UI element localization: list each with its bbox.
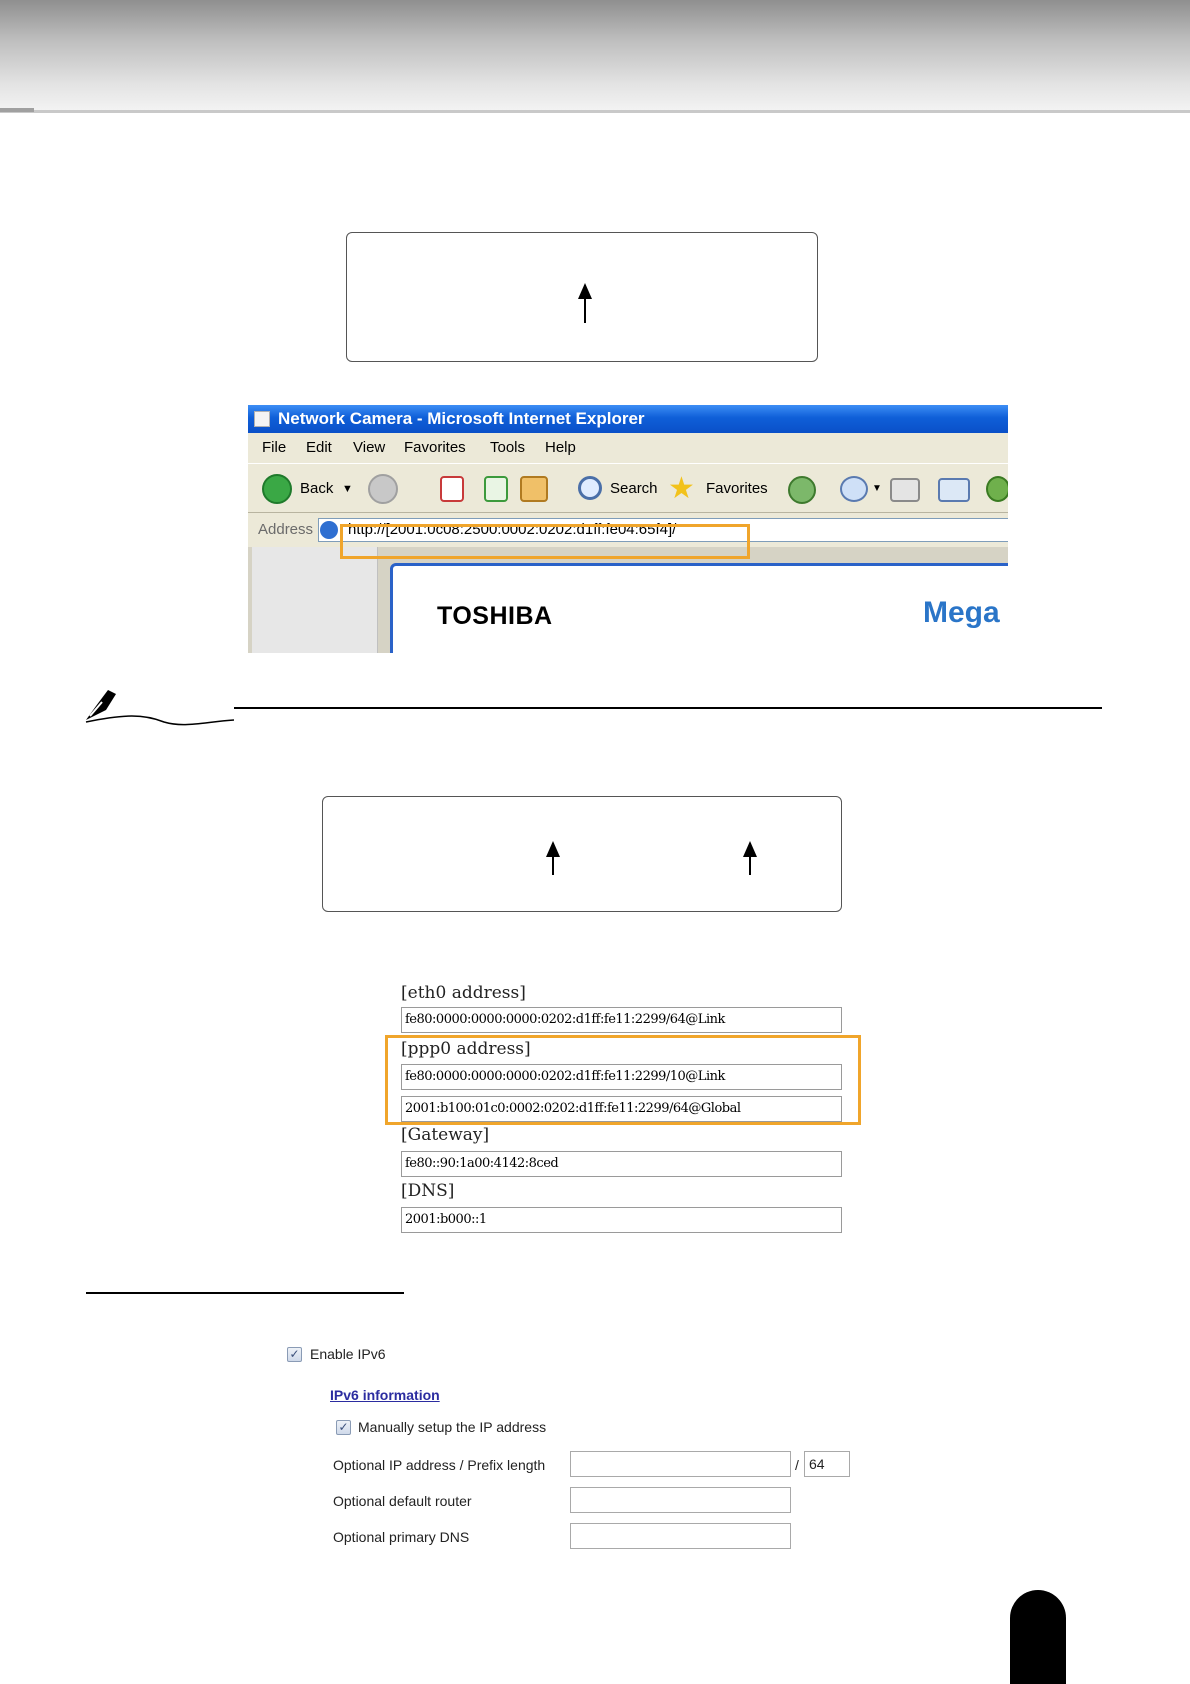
home-icon[interactable]: [520, 476, 548, 502]
brand-partial: Mega: [923, 596, 1000, 629]
media-icon[interactable]: [788, 476, 816, 504]
ie-left-pane: [252, 547, 378, 653]
enable-ipv6-label: Enable IPv6: [310, 1346, 386, 1362]
address-label: Address: [258, 521, 314, 538]
url-format-arrow: [584, 285, 586, 323]
mail-icon[interactable]: [840, 476, 868, 502]
search-button[interactable]: Search: [610, 480, 658, 497]
ie-page-icon: [320, 521, 338, 539]
menu-edit[interactable]: Edit: [306, 439, 332, 456]
eth0-label: [eth0 address]: [401, 983, 526, 1003]
ppp0-label: [ppp0 address]: [401, 1039, 531, 1059]
dns-value: 2001:b000::1: [401, 1207, 842, 1233]
page-icon: [254, 411, 270, 427]
format-arrow-left: [552, 843, 554, 875]
stop-icon[interactable]: [440, 476, 464, 502]
print-icon[interactable]: [890, 478, 920, 502]
page-number-tab: [1010, 1590, 1066, 1684]
camera-page: [390, 563, 1008, 653]
default-router-label: Optional default router: [333, 1493, 472, 1509]
link-local-format-box: [322, 796, 842, 912]
address-url[interactable]: http://[2001:0c08:2500:0002:0202:d1ff:fe04:65f4]/: [348, 521, 677, 538]
ie-title-bar: [248, 405, 1008, 433]
menu-view[interactable]: View: [353, 439, 386, 456]
url-highlight-box: [340, 524, 750, 559]
manual-setup-checkbox[interactable]: ✓: [336, 1420, 351, 1435]
favorites-star-icon[interactable]: ★: [668, 472, 695, 505]
refresh-icon[interactable]: [484, 476, 508, 502]
back-dropdown-icon[interactable]: ▼: [342, 483, 353, 495]
ie-menu-bar: [248, 433, 1008, 463]
gateway-value: fe80::90:1a00:4142:8ced: [401, 1151, 842, 1177]
messenger-icon[interactable]: [986, 476, 1008, 502]
default-router-input[interactable]: [570, 1487, 791, 1513]
mail-dropdown-icon[interactable]: ▼: [872, 483, 882, 494]
menu-help[interactable]: Help: [545, 439, 576, 456]
menu-file[interactable]: File: [262, 439, 287, 456]
eth0-value: fe80:0000:0000:0000:0202:d1ff:fe11:2299/64@Link: [401, 1007, 842, 1033]
prefix-slash: /: [795, 1457, 799, 1473]
ip-prefix-label: Optional IP address / Prefix length: [333, 1457, 546, 1473]
menu-tools[interactable]: Tools: [490, 439, 526, 456]
section-underline: [86, 1292, 404, 1294]
prefix-length-input[interactable]: 64: [804, 1451, 850, 1477]
menu-favorites[interactable]: Favorites: [404, 439, 466, 456]
back-button[interactable]: Back: [300, 480, 334, 497]
ipv6-information-link[interactable]: IPv6 information: [330, 1387, 440, 1403]
ppp0-highlight-box: [385, 1035, 861, 1125]
favorites-button[interactable]: Favorites: [706, 480, 768, 497]
note-flourish: [84, 688, 234, 728]
header-notch: [0, 108, 34, 112]
forward-arrow-icon[interactable]: [368, 474, 398, 504]
header-band: [0, 0, 1190, 112]
enable-ipv6-checkbox[interactable]: ✓: [287, 1347, 302, 1362]
gateway-label: [Gateway]: [401, 1125, 490, 1145]
ie-title-text: Network Camera - Microsoft Internet Explorer: [278, 409, 645, 428]
ie-toolbar: [248, 463, 1008, 513]
format-arrow-right: [749, 843, 751, 875]
manual-setup-label: Manually setup the IP address: [358, 1419, 547, 1435]
dns-label: [DNS]: [401, 1181, 455, 1201]
toshiba-logo: TOSHIBA: [437, 602, 553, 630]
edit-icon[interactable]: [938, 478, 970, 502]
back-arrow-icon[interactable]: [262, 474, 292, 504]
note-rule: [234, 707, 1102, 709]
search-icon[interactable]: [578, 476, 602, 500]
header-divider: [0, 110, 1190, 113]
ppp0-global-value: 2001:b100:01c0:0002:0202:d1ff:fe11:2299/64@Global: [401, 1096, 842, 1122]
ip-address-input[interactable]: [570, 1451, 791, 1477]
primary-dns-label: Optional primary DNS: [333, 1529, 470, 1545]
primary-dns-input[interactable]: [570, 1523, 791, 1549]
ppp0-link-value: fe80:0000:0000:0000:0202:d1ff:fe11:2299/10@Link: [401, 1064, 842, 1090]
